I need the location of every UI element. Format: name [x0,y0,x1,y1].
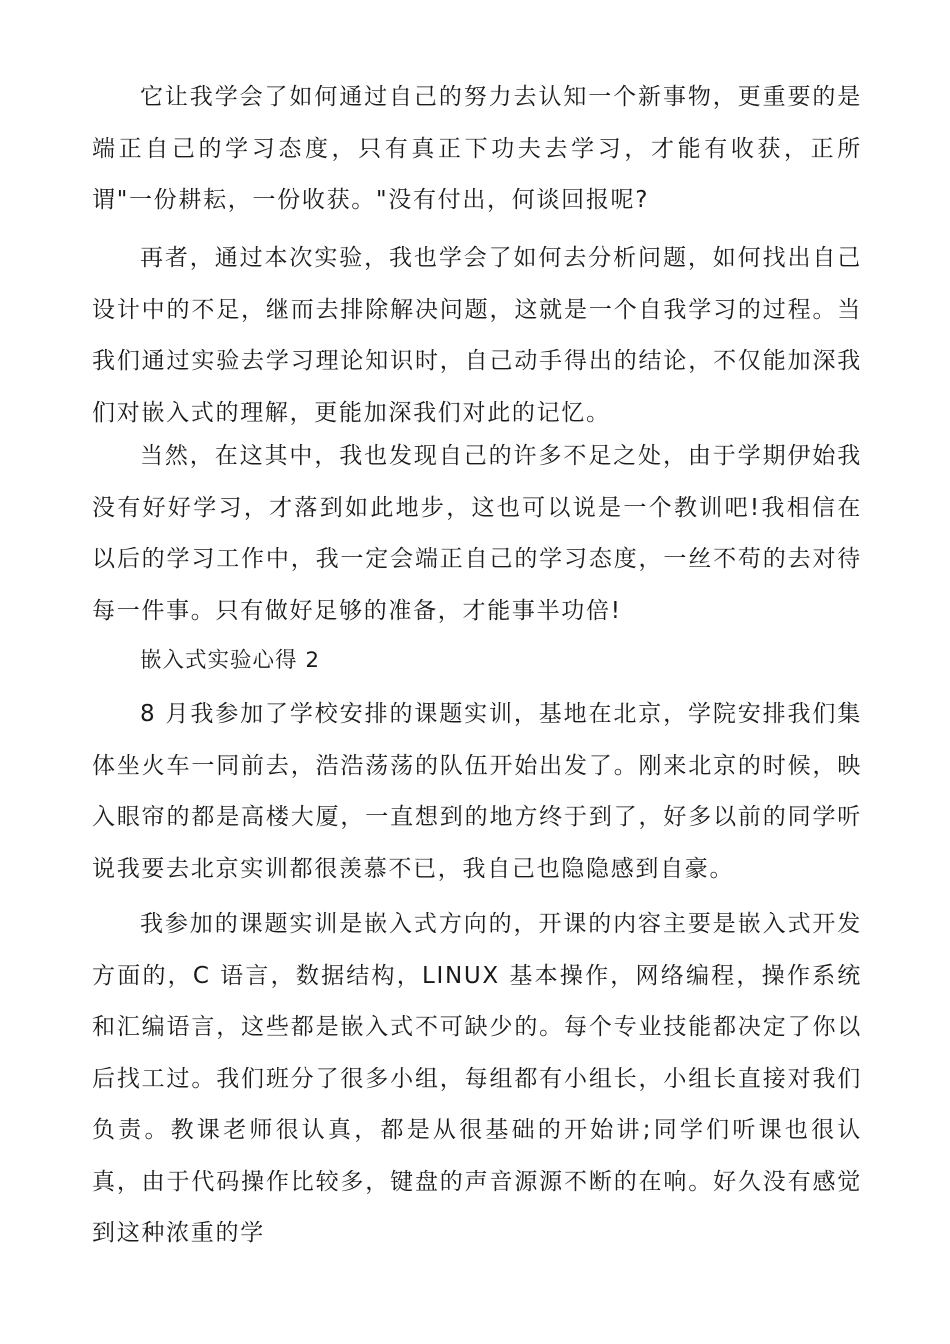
body-paragraph: 8 月我参加了学校安排的课题实训，基地在北京，学院安排我们集体坐火车一同前去，浩浩荡荡的队伍开始出发了。刚来北京的时候，映入眼帘的都是高楼大厦，一直想到的地方终于到了，好多以前的同学听说我要去北京实训都很羡慕不已，我自己也隐隐感到自豪。 [92,701,862,882]
section-heading: 嵌入式实验心得 2 [140,648,321,673]
body-paragraph: 它让我学会了如何通过自己的努力去认知一个新事物，更重要的是端正自己的学习态度，只有真正下功夫去学习，才能有收获，正所谓"一份耕耘，一份收获。"没有付出，何谈回报呢? [92,84,862,213]
body-paragraph: 再者，通过本次实验，我也学会了如何去分析问题，如何找出自己设计中的不足，继而去排除解决问题，这就是一个自我学习的过程。当我们通过实验去学习理论知识时，自己动手得出的结论，不仅能加深我们对嵌入式的理解，更能加深我们对此的记忆。 [92,245,862,426]
body-paragraph: 当然，在这其中，我也发现自己的许多不足之处，由于学期伊始我没有好好学习，才落到如此地步，这也可以说是一个教训吧!我相信在以后的学习工作中，我一定会端正自己的学习态度，一丝不苟的去对待每一件事。只有做好足够的准备，才能事半功倍! [92,443,862,624]
body-paragraph: 我参加的课题实训是嵌入式方向的，开课的内容主要是嵌入式开发方面的，C 语言，数据结构，LINUX 基本操作，网络编程，操作系统和汇编语言，这些都是嵌入式不可缺少的。每个专业技能都决定了你以后找工过。我们班分了很多小组，每组都有小组长，小组长直接对我们负责。教课老师很认真，都是从很基础的开始讲;同学们听课也很认真，由于代码操作比较多，键盘的声音源源不断的在响。好久没有感觉到这种浓重的学 [92,911,862,1246]
